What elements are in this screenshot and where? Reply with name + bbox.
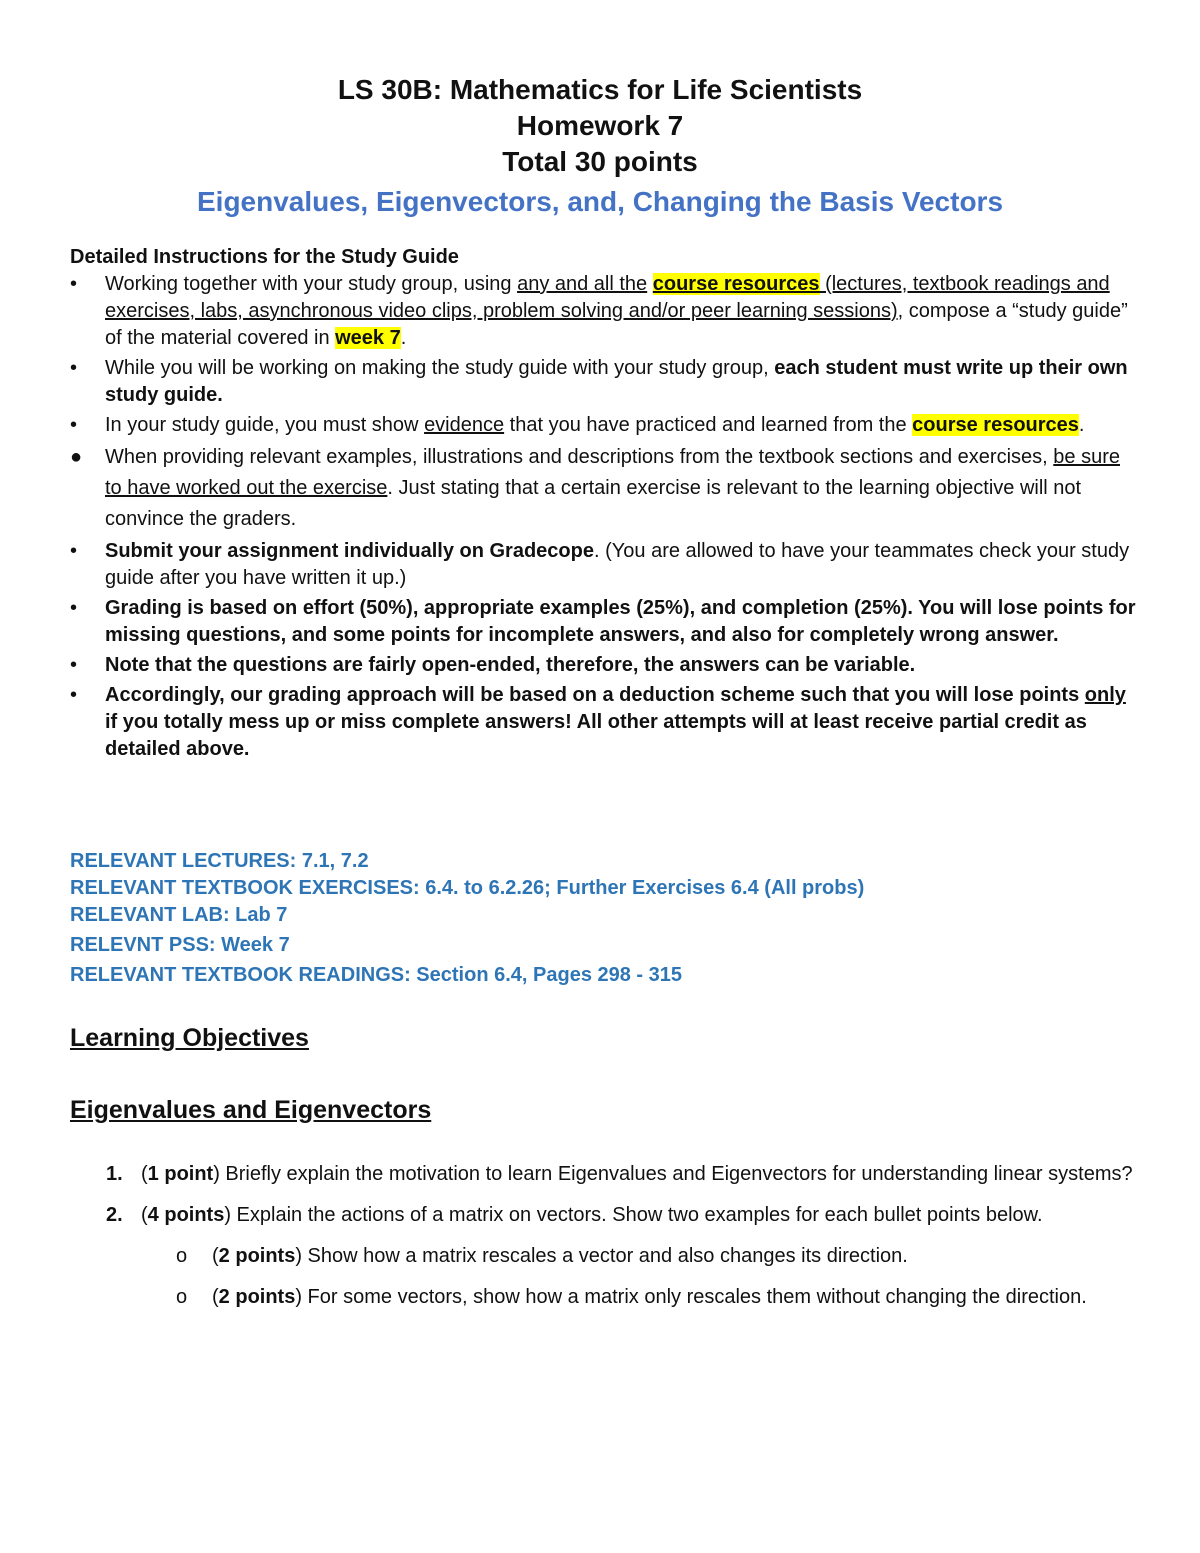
question-number: 1. [106,1163,123,1185]
instruction-bold-underline: only [1084,684,1126,706]
instruction-bold: each student must write up their own study guide. [105,357,1128,406]
instruction-text: , compose a “study guide” of the material covered in [105,300,1128,349]
document-header [0,72,1200,222]
question-points: 2 points [218,1286,296,1308]
relevant-lectures: RELEVANT LECTURES: 7.1, 7.2 [70,850,369,872]
question-text: ) Briefly explain the motivation to learn Eigenvalues and Eigenvectors for understanding linear systems? [213,1163,1133,1185]
instructions-section [70,244,1140,766]
instruction-text: . [400,327,407,349]
question-1 [70,1154,1140,1195]
question-points: 1 point [147,1163,214,1185]
instructions-heading: Detailed Instructions for the Study Guide [70,246,459,268]
paren-open: ( [212,1245,219,1267]
bullet-icon: • [70,273,78,295]
question-2a [70,1236,1140,1277]
instruction-text: Working together with your study group, using [105,273,518,295]
questions-list [70,1154,1140,1318]
question-text: ) Explain the actions of a matrix on vectors. Show two examples for each bullet points below. [224,1204,1043,1226]
topic-title: Eigenvalues, Eigenvectors, and, Changing the Basis Vectors [196,186,1004,217]
paren-open: ( [212,1286,219,1308]
instruction-text: that you have practiced and learned from the [504,414,913,436]
instruction-bold: Note that the questions are fairly open-ended, therefore, the answers can be variable. [105,654,916,676]
instructions-list [70,271,1140,763]
relevant-pss: RELEVNT PSS: Week 7 [70,934,290,956]
relevant-lab: RELEVANT LAB: Lab 7 [70,904,288,926]
instruction-text: . Just stating that a certain exercise is relevant to the learning objective will not convince the graders. [105,477,1082,530]
bullet-icon: ● [70,446,83,468]
question-points: 2 points [218,1245,296,1267]
instruction-underline: evidence [424,414,505,436]
course-title: LS 30B: Mathematics for Life Scientists [337,74,863,105]
highlight-course-resources: course resources [652,273,820,295]
instruction-underline: (lectures, textbook readings and exercises, labs, asynchronous video clips, problem solving and/or peer learning sessions) [105,273,1110,322]
instruction-item-8 [70,682,1140,763]
bullet-icon: • [70,540,78,562]
instruction-item-7 [70,652,1140,679]
instruction-bold: Grading is based on effort (50%), appropriate examples (25%), and completion (25%). You will lose points for missing questions, and some points for incomplete answers, and also for completely wrong answer. [105,597,1136,646]
total-points: Total 30 points [502,146,698,177]
instruction-item-5 [70,538,1140,592]
instruction-bold: if you totally mess up or miss complete answers! All other attempts will at least receive partial credit as detailed above. [105,711,1087,760]
highlight-course-resources: course resources [912,414,1079,436]
paren-open: ( [141,1204,148,1226]
highlight-week: week 7 [335,327,401,349]
instruction-item-1 [70,271,1140,352]
question-text: ) For some vectors, show how a matrix only rescales them without changing the direction. [295,1286,1087,1308]
question-points: 4 points [147,1204,225,1226]
instruction-text: While you will be working on making the study guide with your study group, [105,357,775,379]
question-number: 2. [106,1204,123,1226]
question-2 [70,1195,1140,1236]
instruction-item-2 [70,355,1140,409]
bullet-icon: • [70,357,78,379]
eigen-section-heading: Eigenvalues and Eigenvectors [70,1096,432,1124]
paren-open: ( [141,1163,148,1185]
bullet-icon: • [70,684,78,706]
bullet-icon: • [70,414,78,436]
sub-bullet-icon: o [176,1245,188,1267]
question-text: ) Show how a matrix rescales a vector and also changes its direction. [295,1245,908,1267]
bullet-icon: • [70,597,78,619]
instruction-underline: any and all the [517,273,648,295]
relevant-resources [70,848,1140,989]
learning-objectives-heading: Learning Objectives [70,1024,309,1052]
instruction-item-4 [70,442,1140,535]
bullet-icon: • [70,654,78,676]
sub-bullet-icon: o [176,1286,188,1308]
instruction-underline: be sure to have worked out the exercise [105,446,1120,499]
instruction-item-3 [70,412,1140,439]
instruction-text: In your study guide, you must show [105,414,425,436]
instruction-bold: Accordingly, our grading approach will be based on a deduction scheme such that you will lose points [105,684,1085,706]
instruction-space [647,273,653,295]
homework-title: Homework 7 [516,110,684,141]
instruction-bold: Submit your assignment individually on Gradecope [105,540,594,562]
relevant-readings: RELEVANT TEXTBOOK READINGS: Section 6.4, Pages 298 - 315 [70,964,683,986]
instruction-text: When providing relevant examples, illustrations and descriptions from the textbook sections and exercises, [105,446,1054,468]
instruction-text: . [1078,414,1085,436]
relevant-exercises: RELEVANT TEXTBOOK EXERCISES: 6.4. to 6.2.26; Further Exercises 6.4 (All probs) [70,877,865,899]
instruction-text: . (You are allowed to have your teammates check your study guide after you have written it up.) [105,540,1130,589]
question-2b [70,1277,1140,1318]
instruction-item-6 [70,595,1140,649]
